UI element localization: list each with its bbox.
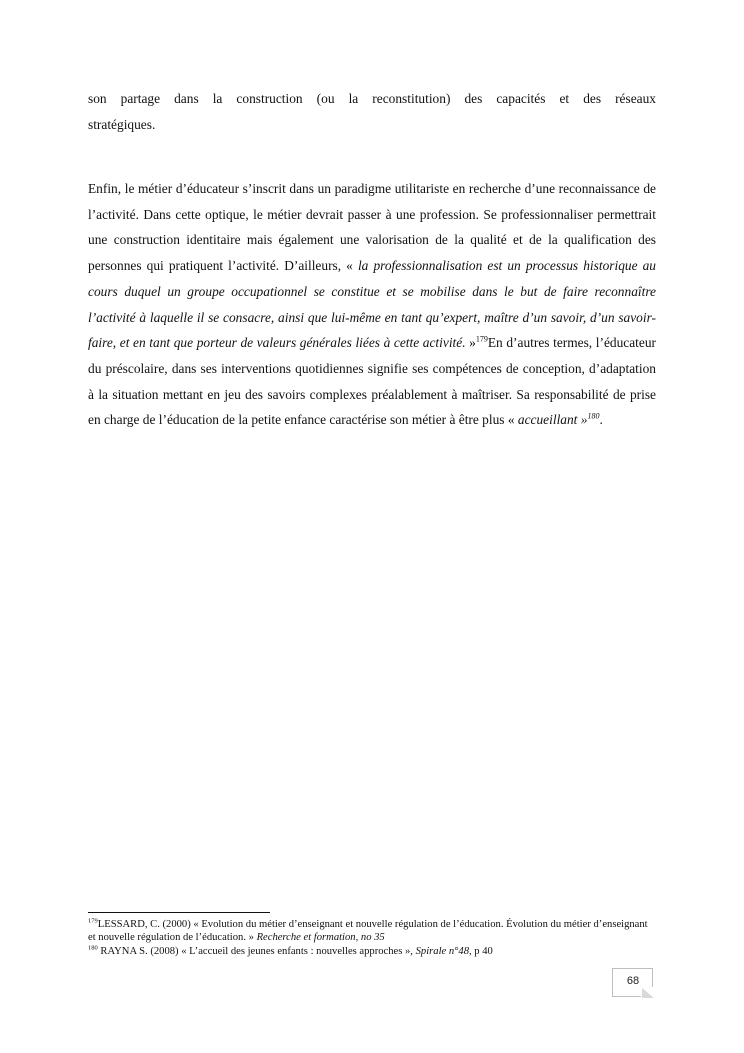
footnote-reference[interactable]: 180 [587, 411, 600, 421]
quotation-close: » [465, 335, 476, 351]
footnote-number: 180 [88, 944, 98, 952]
paragraph-text: En d’autres termes, l’éducateur du préscolaire, dans ses interventions quotidiennes signifie ses compétences de conception, d’adaptation à la situation mettant en jeu des savoirs complexes préalablement à maîtriser. Sa responsabilité de prise en charge de l’éducation de la petite enfance caractérise son métier à être plus « [88, 335, 656, 428]
paragraph-end: . [599, 412, 603, 428]
paragraph-professionnalisation [88, 176, 656, 433]
paragraph-line: stratégiques. [88, 116, 156, 132]
footnote-number: 179 [88, 917, 98, 925]
footnote-reference[interactable]: 179 [475, 334, 488, 344]
footnote-text: RAYNA S. (2008) « L’accueil des jeunes enfants : nouvelles approches », [97, 945, 416, 957]
page-number-box [612, 968, 653, 997]
quotation: la professionnalisation est un processus historique au cours duquel un groupe occupationnel se constitue et se mobilise dans le but de faire reconnaître l’activité à laquelle il se consacre, ainsi que lui-même en tant qu’expert, maître d’un savoir, d’un savoir-faire, et en tant que porteur de valeurs générales liées à cette activité. [88, 258, 656, 351]
footnote-source: Recherche et formation, no 35 [256, 932, 385, 944]
footnote-text: LESSARD, C. (2000) « Evolution du métier d’enseignant et nouvelle régulation de l’éducation. Évolution du métier d’enseignant et nouvelle régulation de l’éducation. » [88, 919, 648, 944]
page-number: 68 [626, 975, 640, 987]
footnote-tail: p 40 [471, 945, 493, 957]
paragraph-continuation [88, 86, 656, 137]
footnote-separator [88, 912, 270, 913]
emphasis-accueillant: accueillant » [517, 412, 588, 428]
footnote-179 [88, 918, 656, 945]
footnote-180 [88, 945, 656, 958]
footnote-source: Spirale n°48, [415, 945, 472, 957]
paragraph-line: son partage dans la construction (ou la reconstitution) des capacités et des réseaux [88, 91, 656, 106]
paragraph-text: Enfin, le métier d’éducateur s’inscrit dans un paradigme utilitariste en recherche d’une reconnaissance de l’activité. Dans cette optique, le métier devrait passer à une profession. Se professionnaliser permettrait une construction identitaire mais également une valorisation de la qualité et de la qualification des personnes qui pratiquent l’activité. D’ailleurs, « [88, 181, 656, 274]
footnotes [88, 918, 656, 958]
